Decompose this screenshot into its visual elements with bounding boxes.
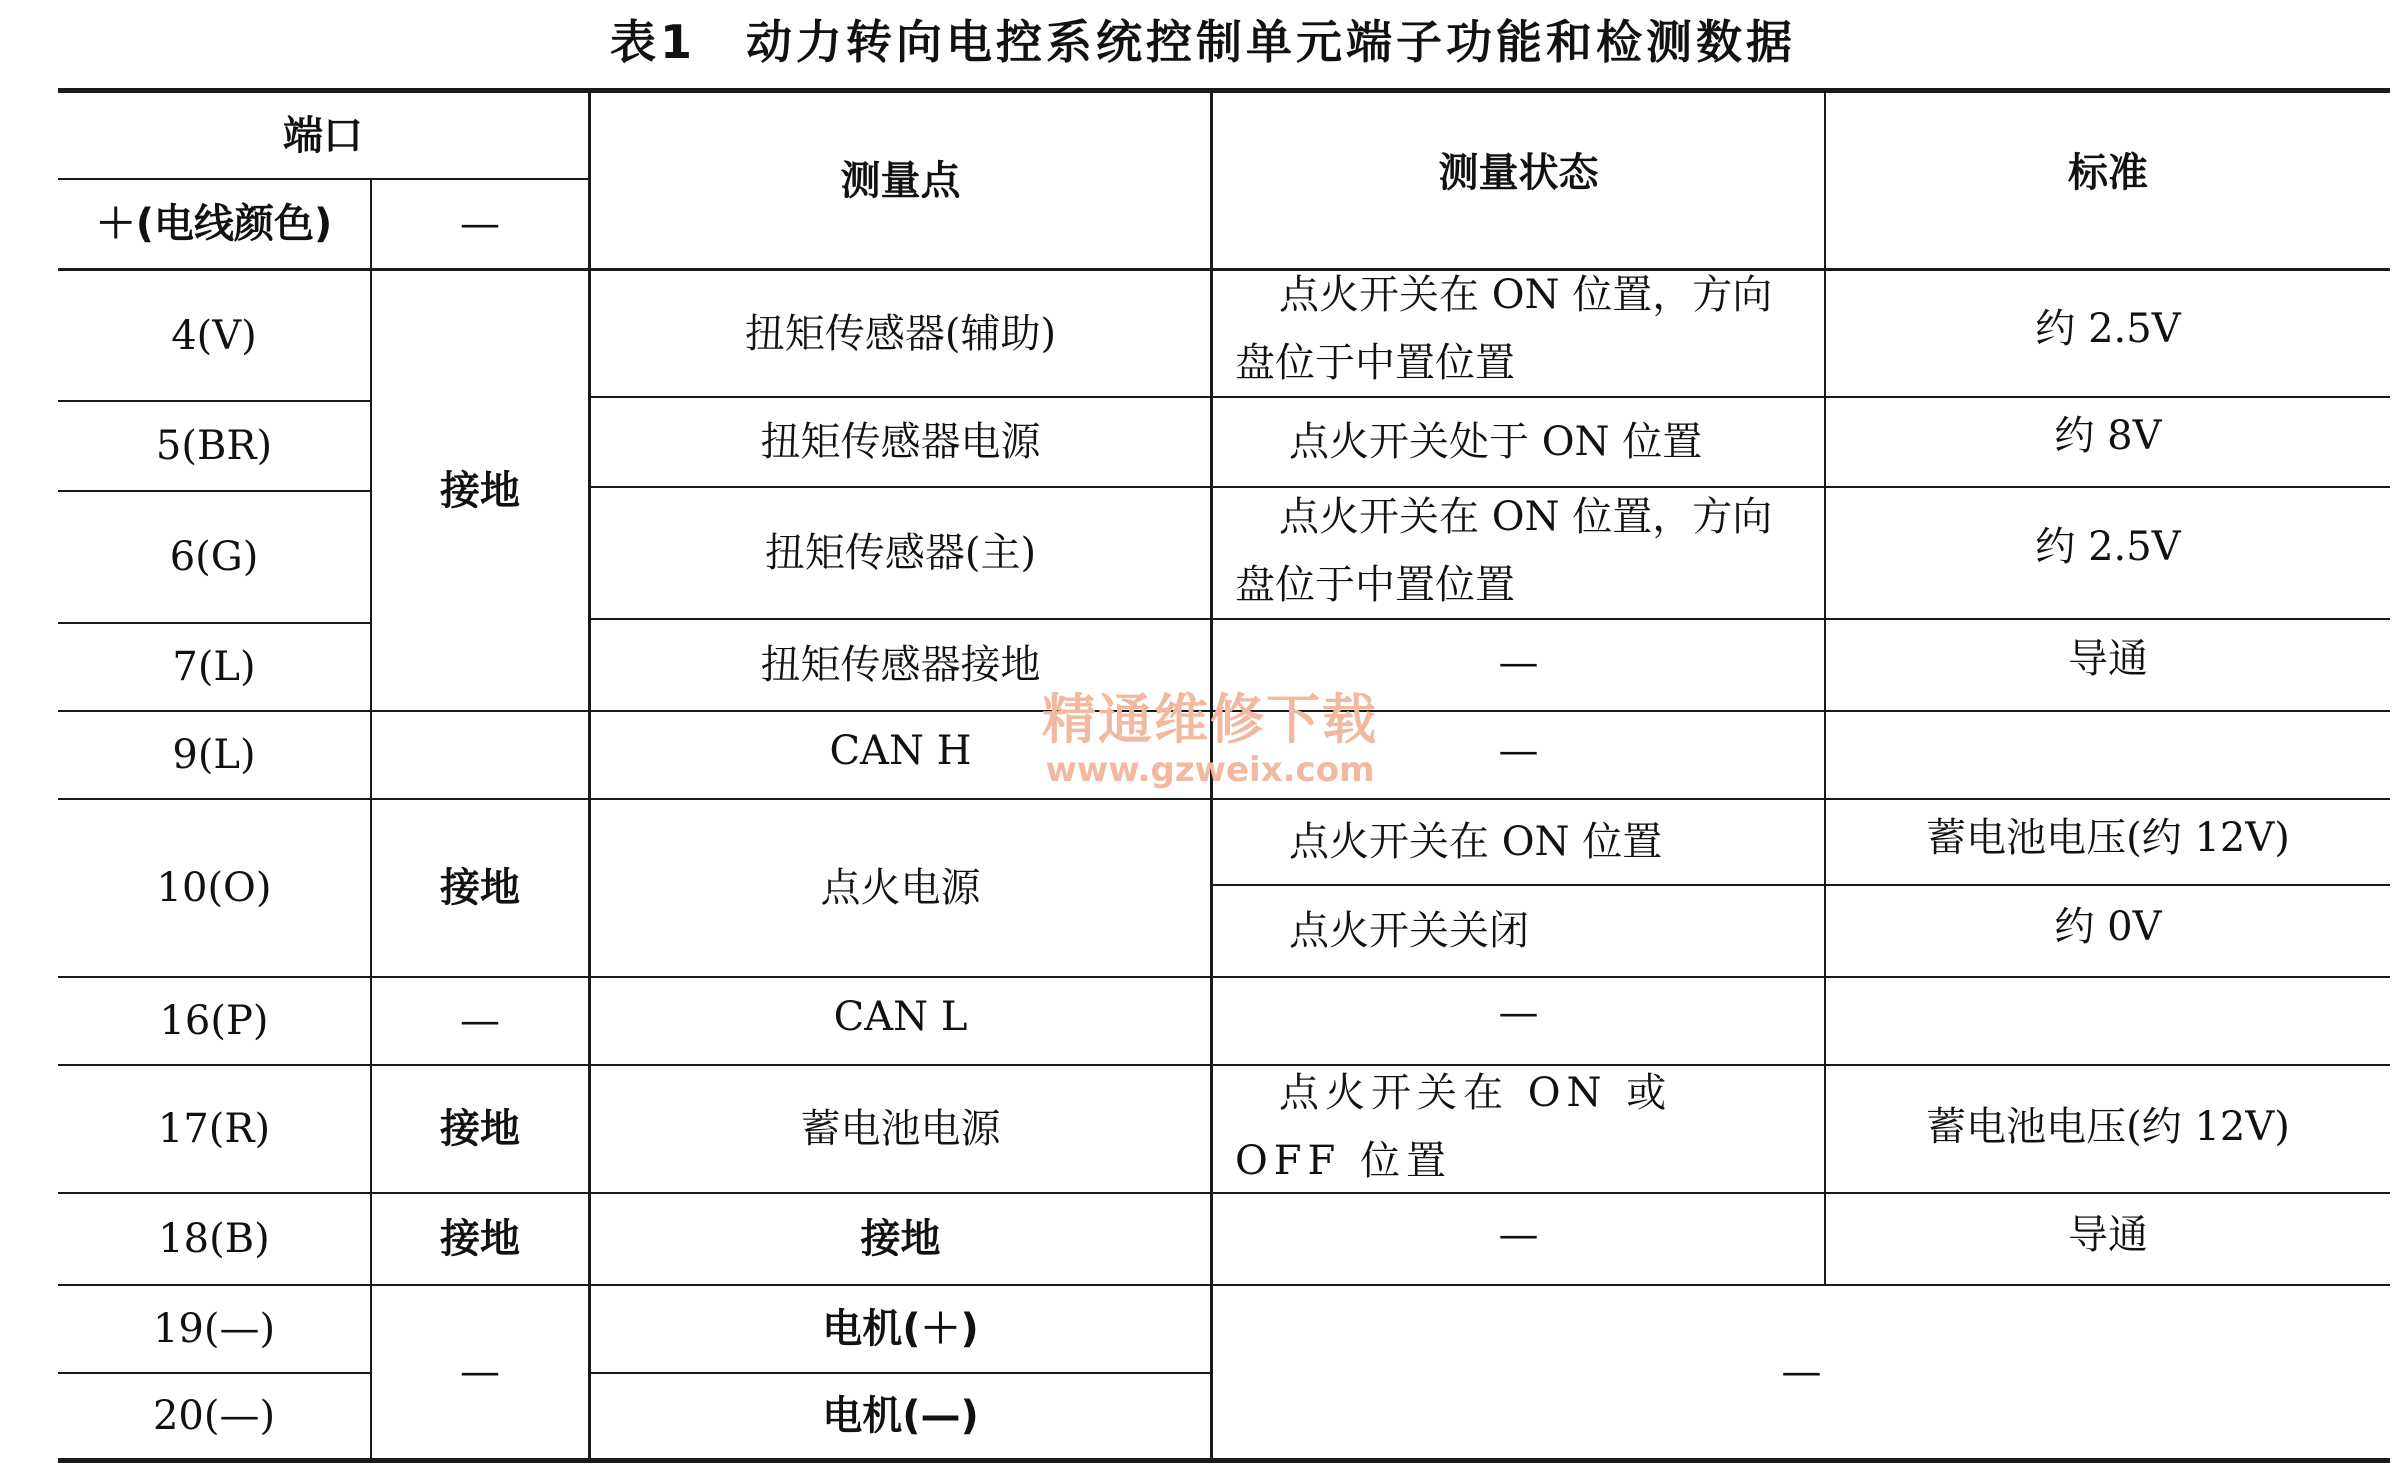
state-7: — (1498, 640, 1539, 686)
neg-18: 接地 (440, 1216, 520, 1262)
point-6: 扭矩传感器(主) (764, 530, 1037, 576)
header-port: 端口 (283, 112, 363, 159)
port-9: 9(L) (172, 732, 256, 778)
header-point: 测量点 (840, 157, 961, 204)
state-4: 点火开关在 ON 位置，方向盘位于中置位置 (1235, 272, 1773, 386)
state-5: 点火开关处于 ON 位置 (1289, 419, 1703, 465)
state-17: 点火开关在 ON 或 OFF 位置 (1235, 1070, 1673, 1184)
port-20: 20(—) (152, 1393, 276, 1439)
port-18: 18(B) (158, 1216, 270, 1262)
neg-17: 接地 (440, 1106, 520, 1152)
header-state: 测量状态 (1438, 150, 1599, 196)
port-4: 4(V) (171, 312, 257, 359)
point-18: 接地 (860, 1216, 941, 1262)
header-positive: ＋(电线颜色) (95, 201, 333, 247)
port-6: 6(G) (169, 534, 259, 580)
port-10: 10(O) (156, 865, 272, 911)
port-7: 7(L) (172, 644, 256, 690)
point-7: 扭矩传感器接地 (760, 642, 1041, 688)
standard-17: 蓄电池电压(约 12V) (1926, 1104, 2290, 1150)
neg-10: 接地 (440, 865, 520, 911)
standard-10-on: 蓄电池电压(约 12V) (1926, 815, 2290, 861)
state-10-off: 点火开关关闭 (1289, 908, 1529, 954)
port-5: 5(BR) (155, 423, 273, 469)
port-19: 19(—) (152, 1306, 276, 1352)
state-standard-19-20: — (1781, 1349, 1822, 1395)
standard-16 (1826, 970, 2390, 1056)
point-4: 扭矩传感器(辅助) (744, 310, 1057, 357)
standard-9 (1826, 708, 2390, 794)
neg-16: — (460, 998, 500, 1044)
state-10-on: 点火开关在 ON 位置 (1289, 819, 1663, 865)
header-standard: 标准 (2068, 150, 2148, 196)
watermark-title: 精通维修下载 (1042, 688, 1378, 751)
standard-5: 约 8V (2054, 413, 2162, 459)
point-20: 电机(—) (822, 1393, 979, 1439)
standard-18: 导通 (2068, 1212, 2148, 1258)
standard-7: 导通 (2068, 636, 2148, 682)
point-19: 电机(＋) (822, 1306, 979, 1352)
point-16: CAN L (833, 994, 968, 1040)
neg-19-20: — (460, 1349, 500, 1395)
standard-4: 约 2.5V (2035, 306, 2181, 352)
state-9: — (1498, 728, 1539, 774)
neg-9 (372, 712, 588, 798)
watermark-url: www.gzweix.com (1045, 750, 1375, 790)
state-18: — (1498, 1212, 1539, 1258)
point-10: 点火电源 (820, 865, 981, 911)
port-17: 17(R) (157, 1106, 271, 1152)
point-9: CAN H (829, 728, 972, 774)
point-5: 扭矩传感器电源 (760, 419, 1041, 465)
point-17: 蓄电池电源 (800, 1106, 1001, 1152)
state-6: 点火开关在 ON 位置，方向盘位于中置位置 (1235, 494, 1773, 608)
state-16: — (1498, 990, 1539, 1036)
port-16: 16(P) (159, 998, 269, 1044)
header-negative: — (460, 201, 500, 247)
table-bottom-rule (58, 1458, 2390, 1463)
standard-6: 约 2.5V (2035, 524, 2181, 570)
standard-10-off: 约 0V (2054, 904, 2162, 950)
neg-4-7: 接地 (440, 467, 520, 514)
table-title: 表1 动力转向电控系统控制单元端子功能和检测数据 (609, 15, 1796, 69)
